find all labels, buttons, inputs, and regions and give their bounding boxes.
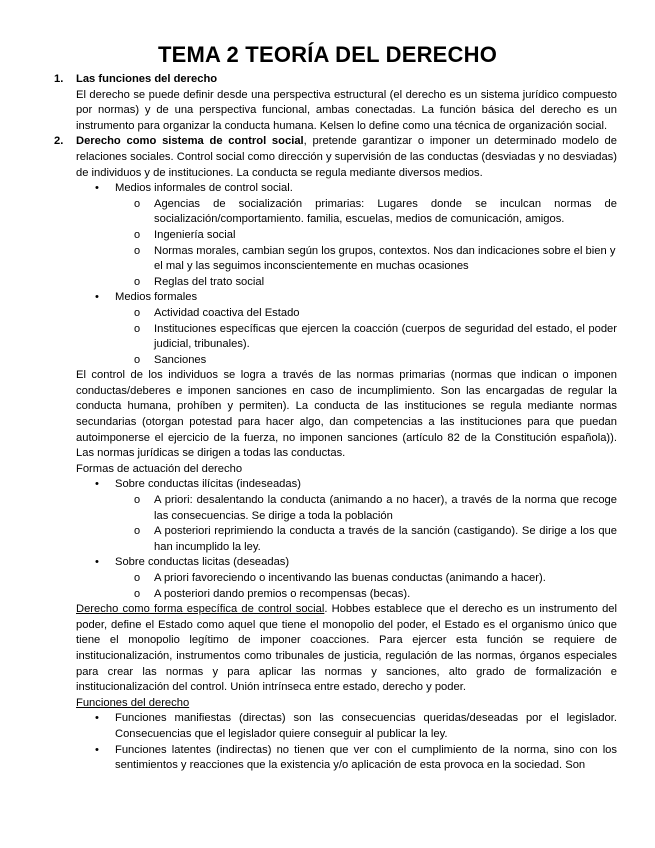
bullet-informales [76,181,617,197]
bullet-icon: • [95,182,99,195]
circle-bullet-icon: o [134,275,141,288]
sub-item [76,244,617,275]
circle-bullet-icon: o [134,572,141,584]
sub-item [76,571,617,587]
bullet-icon: • [95,743,99,756]
bullet-label: Sobre conductas licitas (deseadas) [115,556,290,569]
control-paragraph: El control de los individuos se logra a través de las normas primarias (normas que indican o imponen conductas/deberes e imponen sanciones en caso de incumplimiento. Son las encargadas de regular la conducta humana, prohíben y permiten). La conducta de las instituciones se regula mediante normas secundarias (otorgan potestad para hacer algo, dan competencias a las instituciones para que puedan autoimponerse el ejercicio de la fuerza, no imponen sanciones (artículo 82 de la Constitución española)). Las normas jurídicas se dirigen a todas las conductas. [76,369,617,460]
sub-item-text: Sanciones [154,353,207,366]
section-2-intro: , pretende garantizar o imponer un determinado modelo de relaciones sociales. Control social como dirección y supervisión de las conductas (desviadas y no desviadas) de individuos y de instituciones. La conducta se regula mediante diversos medios. [76,135,617,179]
sub-item [76,524,617,555]
sub-item-text: A priori: desalentando la conducta (animando a no hacer), a través de la norma que recoge las consecuencias. Se dirige a toda la población [154,494,617,522]
bullet-label: Medios informales de control social. [115,182,293,195]
sub-item [76,197,617,228]
bullet-licitas [76,555,617,571]
sub-item-text: Actividad coactiva del Estado [154,306,300,319]
bullet-ilicitas [76,477,617,493]
sub-item-text: Reglas del trato social [154,275,265,288]
sub-item-text: Agencias de socialización primarias: Lugares donde se inculcan normas de socialización/comportamiento. familia, escuelas, medios de comunicación, amigos. [154,197,617,226]
section-1-body: El derecho se puede definir desde una perspectiva estructural (el derecho es un sistema jurídico compuesto por normas) y de una perspectiva funcional, ambas conectadas. La función básica del derecho es un instrumento para organizar la conducta humana. Kelsen lo define como una técnica de organización social. [76,88,617,132]
section-1-number: 1. [54,73,64,85]
bullet-funciones-latentes [76,743,617,774]
forma-especifica-paragraph [76,602,617,696]
circle-bullet-icon: o [134,197,141,210]
section-2-number: 2. [54,135,64,148]
bullet-label: Medios formales [115,291,198,304]
formas-heading: Formas de actuación del derecho [76,462,243,475]
section-2-heading: Derecho como sistema de control social [76,135,304,148]
funciones-heading: Funciones del derecho [76,696,190,709]
page-title: TEMA 2 TEORÍA DEL DERECHO [157,42,498,67]
sub-item [76,275,617,291]
circle-bullet-icon: o [134,587,141,600]
circle-bullet-icon: o [134,306,141,319]
bullet-label: Funciones latentes (indirectas) no tienen que ver con el cumplimiento de la norma, sino con los sentimientos y reacciones que la existencia y/o aplicación de esta provoca en la sociedad. Son [115,743,617,772]
bullet-label: Sobre conductas ilícitas (indeseadas) [115,478,301,491]
circle-bullet-icon: o [134,322,141,335]
sub-item-text: Ingeniería social [154,228,236,241]
bullet-funciones-manifiestas [76,711,617,742]
sub-item-text: Normas morales, cambian según los grupos, contextos. Nos dan indicaciones sobre el bien y el mal y las seguimos inconscientemente en muchas ocasiones [154,244,616,273]
section-2-intro-paragraph [76,134,617,181]
sub-item [76,587,617,603]
section-2 [54,134,617,181]
sub-item-text: Instituciones específicas que ejercen la coacción (cuerpos de seguridad del estado, el poder judicial, tribunales). [154,322,617,351]
bullet-icon: • [95,712,99,725]
circle-bullet-icon: o [134,228,141,241]
section-1-heading: Las funciones del derecho [76,73,218,85]
bullet-label: Funciones manifiestas (directas) son las consecuencias queridas/deseadas por el legislador. Consecuencias que el legislador quiere conseguir al publicar la ley. [115,712,617,740]
sub-item [76,306,617,322]
sub-item-text: A posteriori dando premios o recompensas (becas). [154,587,411,600]
circle-bullet-icon: o [134,494,141,507]
bullet-icon: • [95,291,99,304]
bullet-icon: • [95,478,99,491]
bullet-formales [76,290,617,306]
forma-especifica-heading: Derecho como forma específica de control social [76,603,325,616]
sub-item [76,228,617,244]
circle-bullet-icon: o [134,353,141,366]
sub-item [76,353,617,369]
forma-especifica-body: . Hobbes establece que el derecho es un instrumento del poder, define el Estado como aquel que tiene el monopolio del poder, el Estado es el organismo único que tiene el monopolio legítimo de imponer coacciones. Para ejercer esta función se requiere de institucionalización, instrumentos como tribunales de justicia, regulación de las normas, órganos especiales para crear las normas y para aplicar las normas y sanciones, alto grado de formalización e institucionalización del control. Unión intrínseca entre estado, derecho y poder. [76,603,617,694]
section-1 [54,72,617,134]
bullet-icon: • [95,556,99,569]
sub-item [76,322,617,353]
circle-bullet-icon: o [134,244,141,257]
sub-item-text: A priori favoreciendo o incentivando las buenas conductas (animando a hacer). [154,572,546,584]
sub-item [76,493,617,524]
circle-bullet-icon: o [134,525,141,538]
sub-item-text: A posteriori reprimiendo la conducta a través de la sanción (castigando). Se dirige a los que han incumplido la ley. [154,525,617,553]
